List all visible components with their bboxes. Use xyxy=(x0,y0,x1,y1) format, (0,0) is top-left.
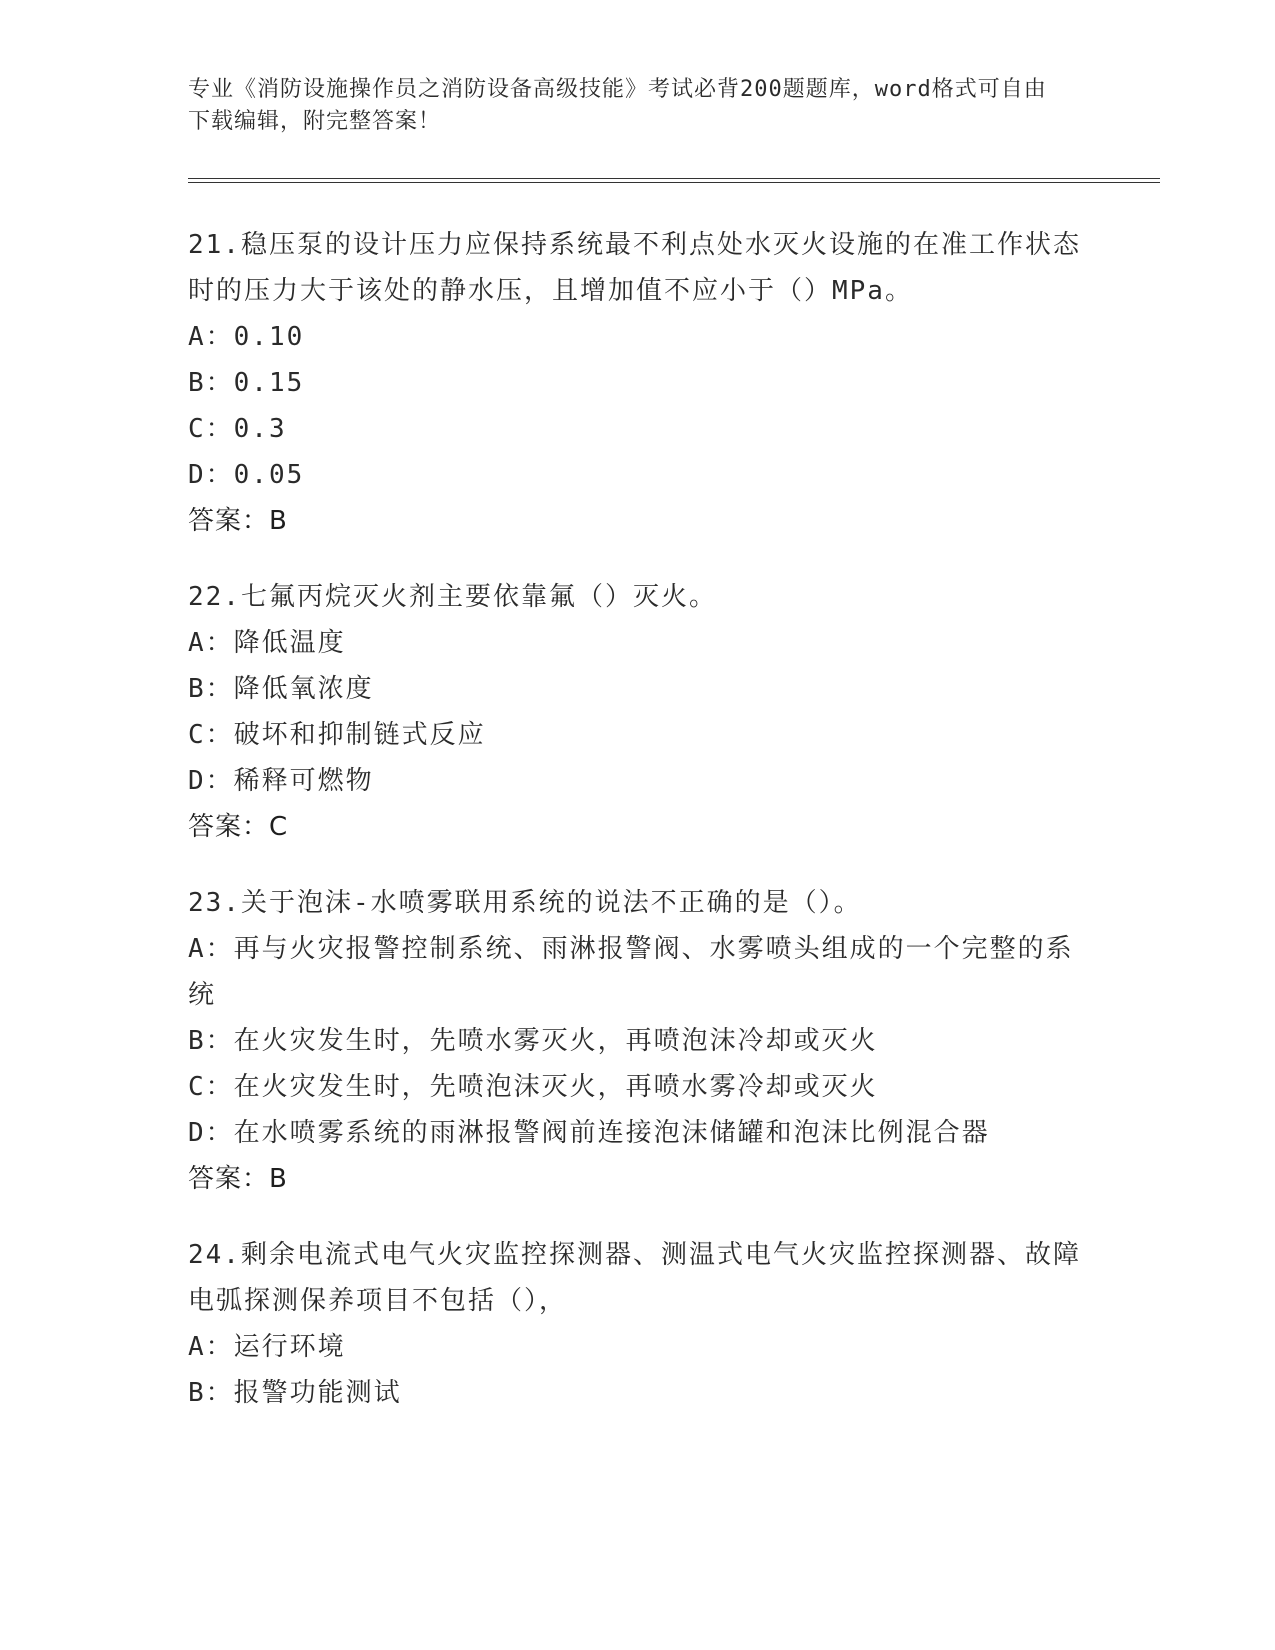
option-c: C：破坏和抑制链式反应 xyxy=(188,720,486,750)
option-c: C：在火灾发生时，先喷泡沫灭火，再喷水雾冷却或灭火 xyxy=(188,1072,878,1102)
option-a: A：0.10 xyxy=(188,322,305,352)
option-a: A：运行环境 xyxy=(188,1332,346,1362)
option-b: B：降低氧浓度 xyxy=(188,674,374,704)
header-divider xyxy=(188,178,1160,183)
option-c: C：0.3 xyxy=(188,414,287,444)
option-b: B：报警功能测试 xyxy=(188,1378,402,1408)
question-22 xyxy=(188,574,1088,850)
question-stem: 23.关于泡沫-水喷雾联用系统的说法不正确的是（）。 xyxy=(188,888,862,918)
question-21 xyxy=(188,222,1088,544)
question-23 xyxy=(188,880,1088,1202)
option-a: A：降低温度 xyxy=(188,628,346,658)
answer-line: 答案：B xyxy=(188,506,288,536)
option-d: D：在水喷雾系统的雨淋报警阀前连接泡沫储罐和泡沫比例混合器 xyxy=(188,1118,990,1148)
option-b: B：0.15 xyxy=(188,368,305,398)
answer-line: 答案：B xyxy=(188,1164,288,1194)
option-d: D：0.05 xyxy=(188,460,305,490)
option-d: D：稀释可燃物 xyxy=(188,766,374,796)
question-stem: 22.七氟丙烷灭火剂主要依靠氟（）灭火。 xyxy=(188,582,717,612)
answer-line: 答案：C xyxy=(188,812,289,842)
document-header: 专业《消防设施操作员之消防设备高级技能》考试必背200题题库，word格式可自由下载编辑，附完整答案！ xyxy=(188,77,1047,134)
option-b: B：在火灾发生时，先喷水雾灭火，再喷泡沫冷却或灭火 xyxy=(188,1026,878,1056)
option-a: A：再与火灾报警控制系统、雨淋报警阀、水雾喷头组成的一个完整的系统 xyxy=(188,934,1074,1010)
question-stem: 21.稳压泵的设计压力应保持系统最不利点处水灭火设施的在准工作状态时的压力大于该处的静水压，且增加值不应小于（）MPa。 xyxy=(188,230,1081,306)
question-stem: 24.剩余电流式电气火灾监控探测器、测温式电气火灾监控探测器、故障电弧探测保养项目不包括（）， xyxy=(188,1240,1081,1316)
question-24 xyxy=(188,1232,1088,1416)
